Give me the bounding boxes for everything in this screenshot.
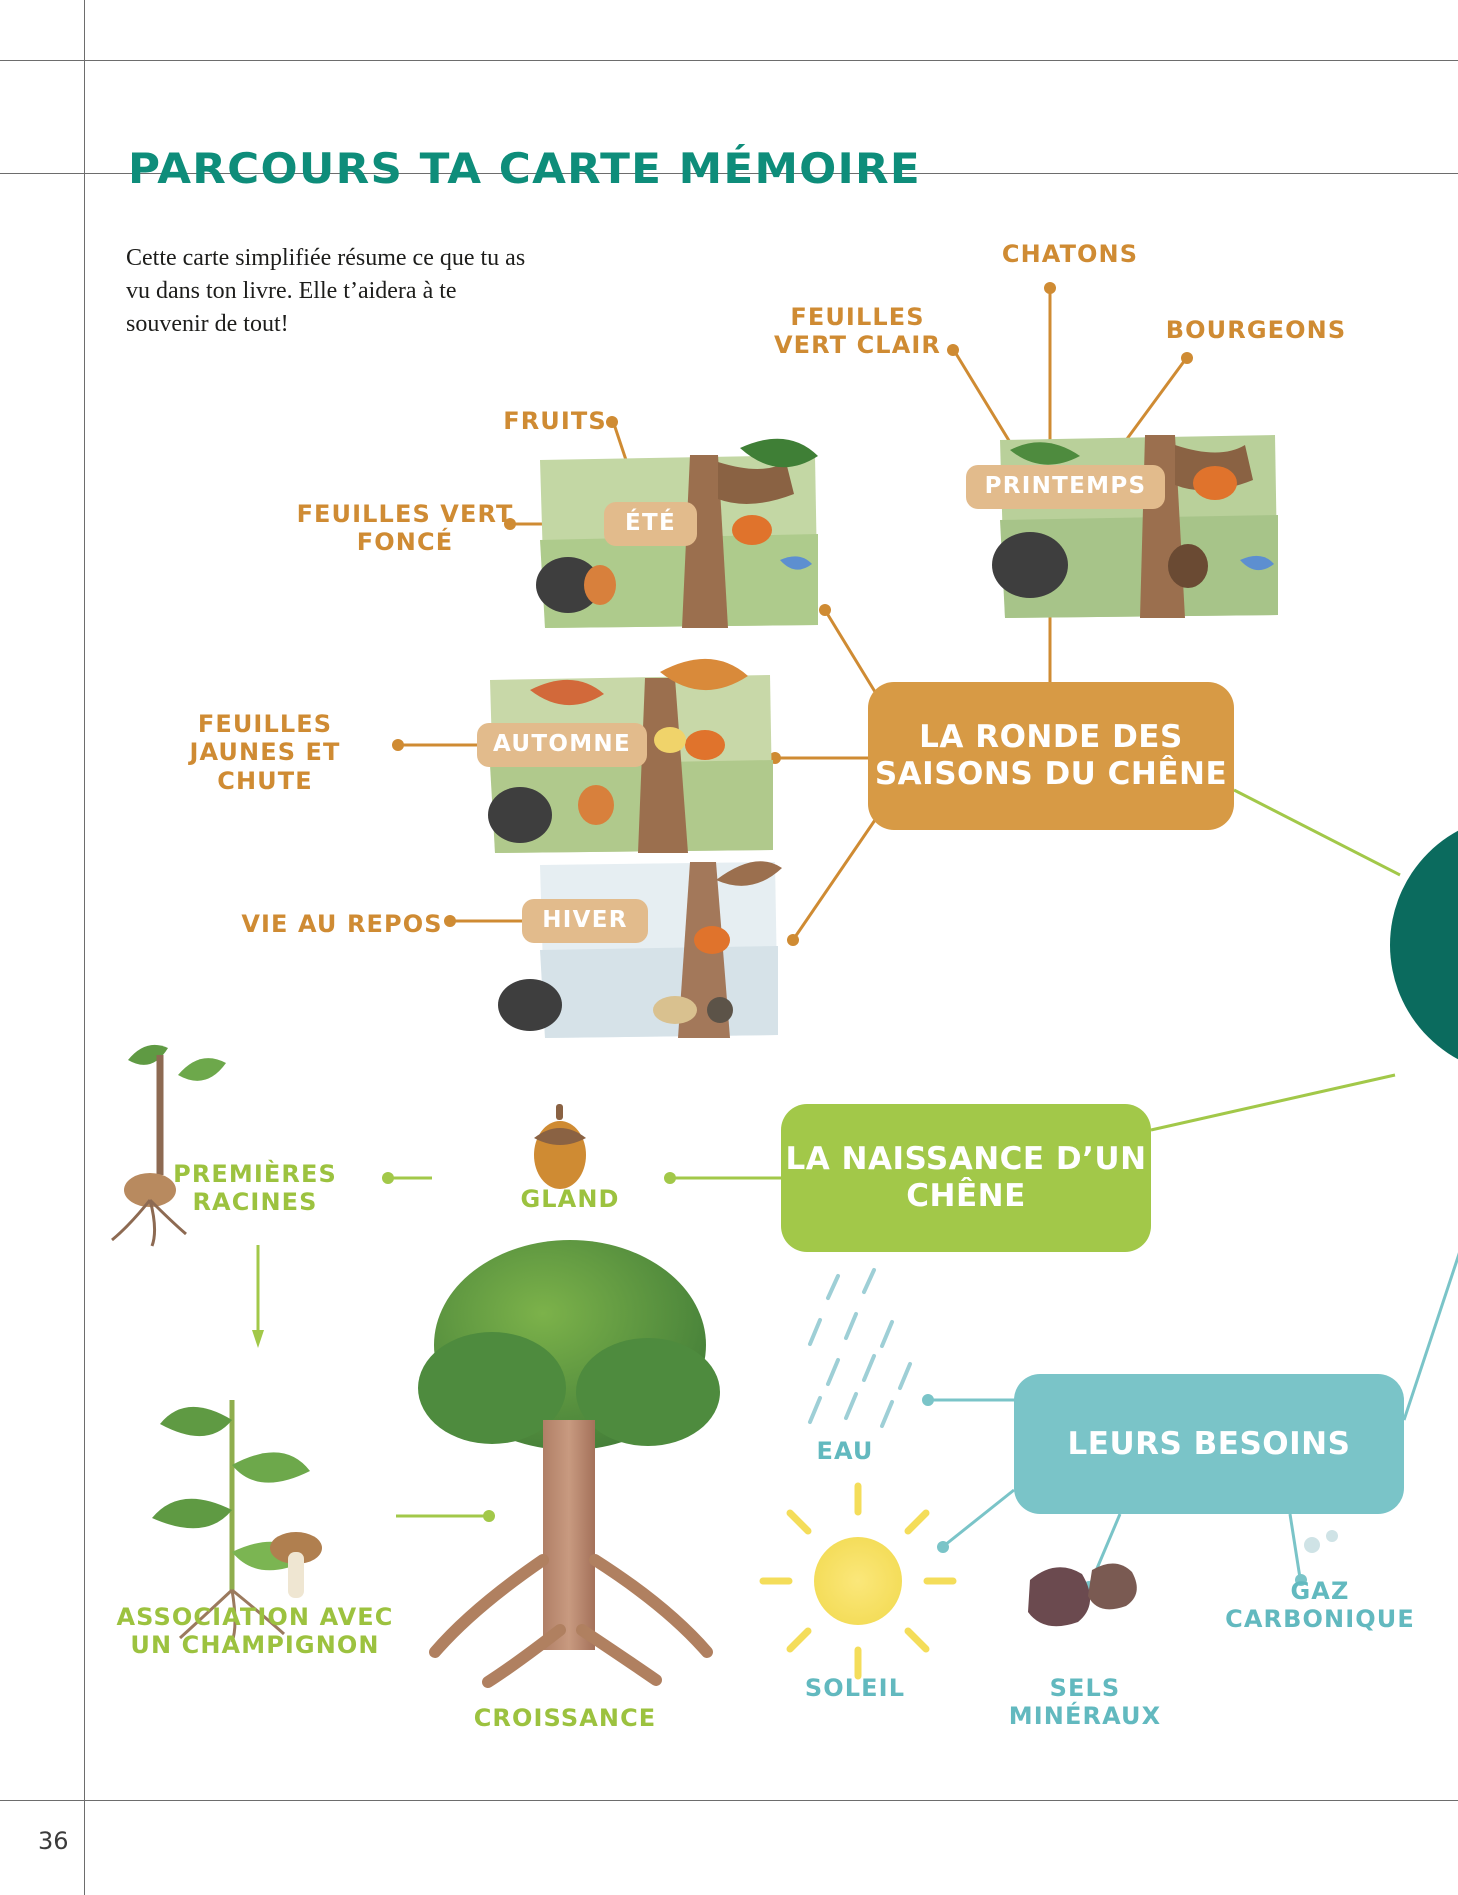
label-eau: EAU [816,1437,874,1465]
node-hiver[interactable]: HIVER [522,899,648,943]
illustration-mineral-salts [1028,1563,1137,1626]
node-needs[interactable]: LEURS BESOINS [1014,1374,1404,1514]
label-chatons: CHATONS [1001,240,1139,268]
label-association-champignon: ASSOCIATION AVEC UN CHAMPIGNON [116,1603,394,1660]
label-bourgeons: BOURGEONS [1165,316,1347,344]
page-number: 36 [38,1827,69,1855]
label-vie-au-repos: VIE AU REPOS [241,910,443,938]
illustration-printemps-scene [992,435,1278,618]
label-feuilles-jaunes: FEUILLES JAUNES ET CHUTE [189,710,341,795]
illustration-sun [763,1486,953,1676]
illustration-hiver-scene [498,861,782,1038]
illustration-co2 [1304,1530,1338,1553]
intro-text: Cette carte simplifiée résume ce que tu as vu dans ton livre. Elle t’aidera à te souvenir de tout! [126,245,526,338]
node-automne[interactable]: AUTOMNE [477,723,647,767]
label-gaz-carbonique: GAZ CARBONIQUE [1225,1577,1415,1634]
label-feuilles-vert-fonce: FEUILLES VERT FONCÉ [296,500,514,557]
illustration-oak-tree [418,1240,720,1682]
node-ete[interactable]: ÉTÉ [604,502,697,546]
label-feuilles-vert-clair: FEUILLES VERT CLAIR [774,303,941,360]
node-seasons[interactable]: LA RONDE DES SAISONS DU CHÊNE [868,682,1234,830]
node-printemps[interactable]: PRINTEMPS [966,465,1165,509]
illustration-rain [810,1270,910,1426]
illustration-acorn [534,1104,586,1189]
label-fruits: FRUITS [503,407,607,435]
node-birth[interactable]: LA NAISSANCE D’UN CHÊNE [781,1104,1151,1252]
label-soleil: SOLEIL [804,1674,906,1702]
label-premieres-racines: PREMIÈRES RACINES [173,1160,337,1217]
label-croissance: CROISSANCE [473,1704,657,1732]
label-sels-mineraux: SELS MINÉRAUX [1008,1674,1162,1731]
label-gland: GLAND [520,1185,620,1213]
page-title: PARCOURS TA CARTE MÉMOIRE [128,144,922,194]
